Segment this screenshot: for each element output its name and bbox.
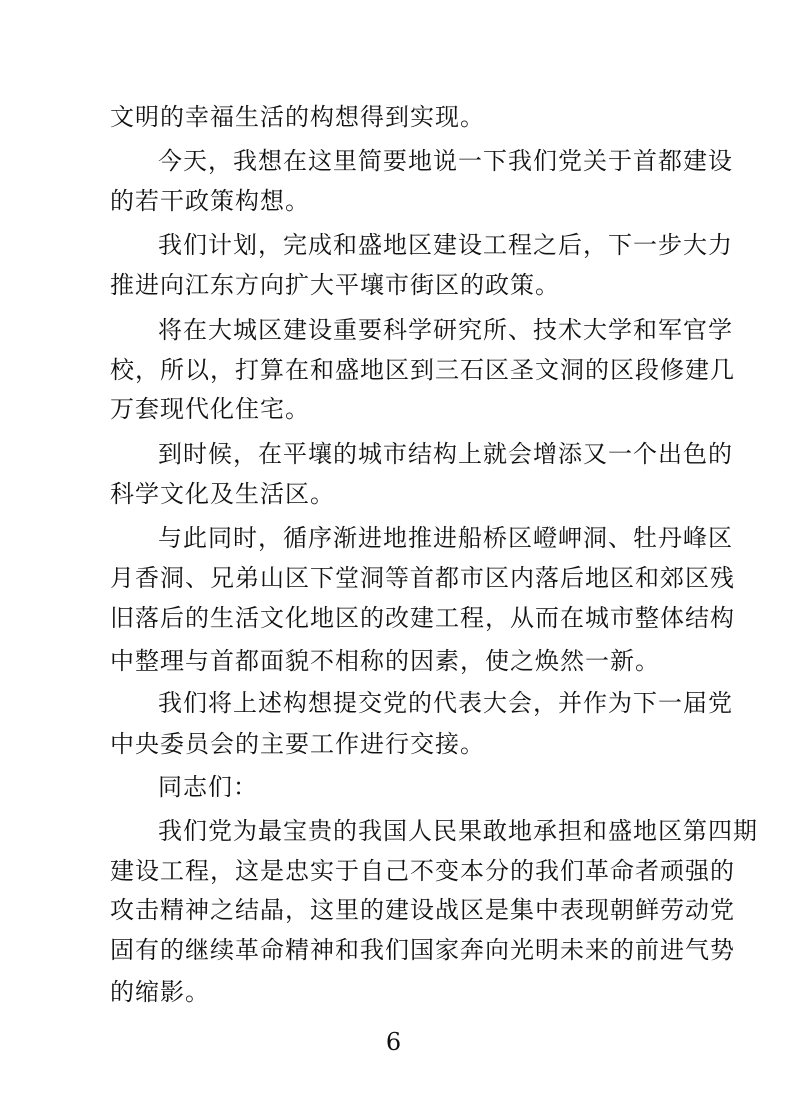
paragraph-first-line: 今天，我想在这里简要地说一下我们党关于首都建设: [158, 147, 733, 175]
page-number: 6: [385, 1028, 402, 1056]
paragraph-first-line: 将在大城区建设重要科学研究所、技术大学和军官学: [158, 316, 733, 344]
text-line: 固有的继续革命精神和我们国家奔向光明未来的前进气势: [110, 936, 735, 964]
text-line: 中央委员会的主要工作进行交接。: [110, 730, 485, 758]
paragraph-first-line: 与此同时，循序渐进地推进船桥区嶝岬洞、牡丹峰区: [158, 524, 733, 552]
text-line: 科学文化及生活区。: [110, 480, 335, 508]
paragraph-first-line: 我们计划，完成和盛地区建设工程之后，下一步大力: [158, 231, 733, 259]
text-line: 中整理与首都面貌不相称的因素，使之焕然一新。: [110, 647, 660, 675]
text-line: 的缩影。: [110, 978, 210, 1006]
text-line: 月香洞、兄弟山区下堂洞等首都市区内落后地区和郊区残: [110, 564, 735, 592]
text-line: 建设工程，这是忠实于自己不变本分的我们革命者顽强的: [110, 857, 735, 885]
text-line: 的若干政策构想。: [110, 187, 310, 215]
text-line: 旧落后的生活文化地区的改建工程，从而在城市整体结构: [110, 604, 735, 632]
text-line: 攻击精神之结晶，这里的建设战区是集中表现朝鲜劳动党: [110, 896, 735, 924]
text-line: 文明的幸福生活的构想得到实现。: [110, 103, 485, 131]
paragraph-first-line: 我们将上述构想提交党的代表大会，并作为下一届党: [158, 689, 733, 717]
salutation: 同志们：: [158, 773, 258, 801]
text-line: 推进向江东方向扩大平壤市街区的政策。: [110, 271, 560, 299]
text-line: 万套现代化住宅。: [110, 395, 310, 423]
text-line: 校，所以，打算在和盛地区到三石区圣文洞的区段修建几: [110, 356, 735, 384]
paragraph-first-line: 到时候，在平壤的城市结构上就会增添又一个出色的: [158, 440, 733, 468]
paragraph-first-line: 我们党为最宝贵的我国人民果敢地承担和盛地区第四期: [158, 817, 758, 845]
